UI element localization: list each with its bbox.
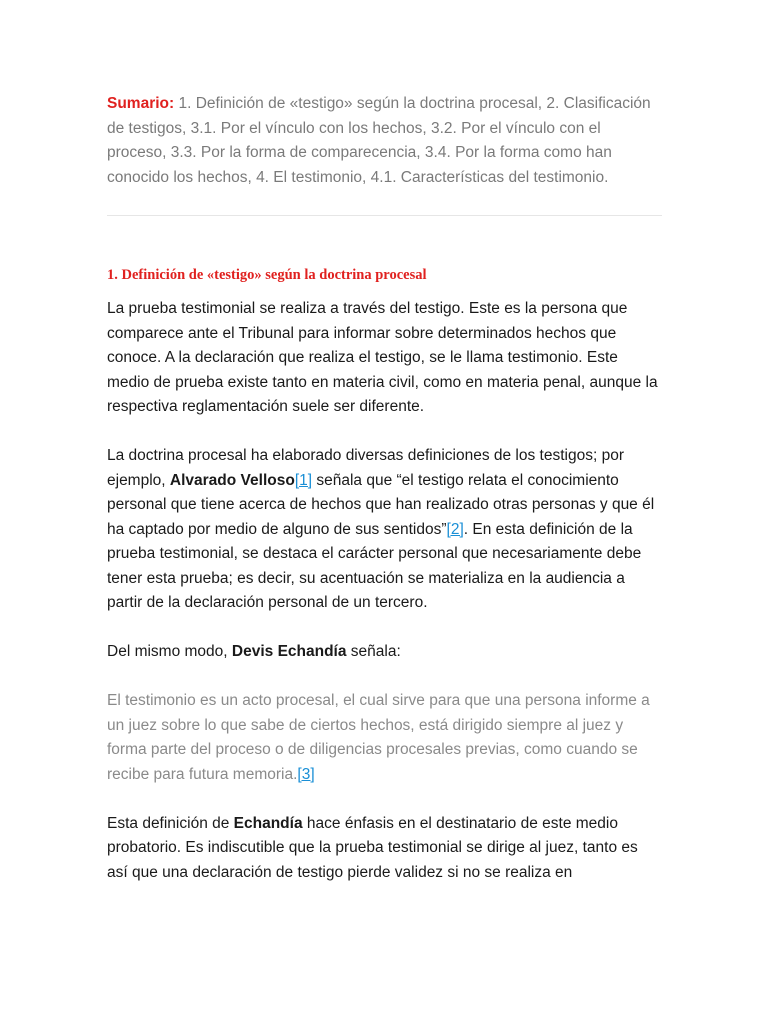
summary-text: 1. Definición de «testigo» según la doctrina procesal, 2. Clasificación de testigos, 3.1. Por el vínculo con los hechos, 3.2. Por el vínculo con el proceso, 3.3. Por la forma de comparecencia, 3.4. Por la forma como han conocido los hechos, 4. El testimonio, 4.1. Características del testimonio. bbox=[107, 95, 651, 186]
paragraph-3 bbox=[107, 640, 662, 665]
paragraph-3-before: Del mismo modo, bbox=[107, 643, 232, 661]
footnote-link-1[interactable]: [1] bbox=[294, 471, 313, 489]
paragraph-3-after: señala: bbox=[346, 643, 401, 661]
paragraph-4-after: hace énfasis en el destinatario de este medio probatorio. Es indiscutible que la prueba testimonial se dirige al juez, tanto es así que una declaración de testigo pierde validez si no se realiza en bbox=[107, 814, 638, 881]
article-page bbox=[107, 92, 662, 885]
quote-text: El testimonio es un acto procesal, el cual sirve para que una persona informe a un juez sobre lo que sabe de ciertos hechos, está dirigido siempre al juez y forma parte del proceso o de diligencias procesales previas, como cuando se recibe para futura memoria. bbox=[107, 692, 650, 783]
paragraph-4-before: Esta definición de bbox=[107, 814, 234, 832]
paragraph-2-middle: señala que “el testigo relata el conocimiento personal que tiene acerca de hechos que han realizado otras personas y que él ha captado por medio de alguno de sus sentidos” bbox=[107, 471, 655, 538]
paragraph-2-after: . En esta definición de la prueba testimonial, se destaca el carácter personal que necesariamente debe tener esta prueba; es decir, su acentuación se materializa en la audiencia a partir de la declaración personal de un tercero. bbox=[107, 520, 642, 612]
footnote-link-3[interactable]: [3] bbox=[297, 765, 315, 783]
paragraph-2-before: La doctrina procesal ha elaborado diversas definiciones de los testigos; por ejemplo, bbox=[107, 447, 624, 489]
author-alvarado-velloso: Alvarado Velloso bbox=[169, 471, 295, 489]
paragraph-2 bbox=[107, 444, 662, 616]
author-devis-echandia: Devis Echandía bbox=[231, 643, 347, 661]
paragraph-1: La prueba testimonial se realiza a través del testigo. Este es la persona que comparece ante el Tribunal para informar sobre determinados hechos que conoce. A la declaración que realiza el testigo, se le llama testimonio. Este medio de prueba existe tanto en materia civil, como en materia penal, aunque la respectiva reglamentación suele ser diferente. bbox=[107, 300, 658, 416]
block-quote bbox=[107, 689, 662, 787]
divider bbox=[107, 215, 662, 216]
footnote-link-2[interactable]: [2] bbox=[446, 520, 464, 538]
section-heading: 1. Definición de «testigo» según la doctrina procesal bbox=[107, 267, 427, 283]
summary-label: Sumario: bbox=[107, 95, 175, 112]
paragraph-4 bbox=[107, 812, 662, 886]
author-echandia: Echandía bbox=[233, 814, 303, 832]
summary-paragraph bbox=[107, 92, 662, 190]
